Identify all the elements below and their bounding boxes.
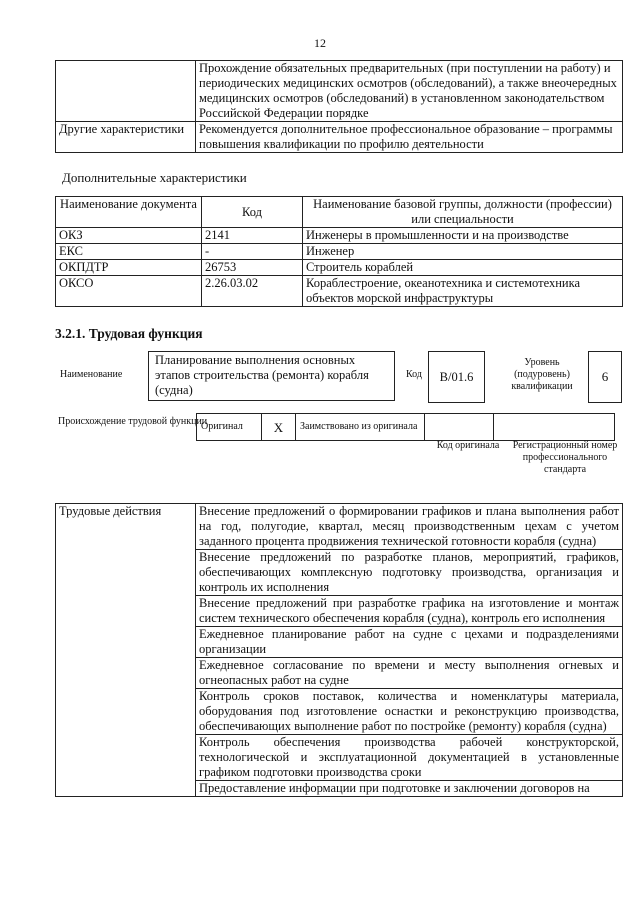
table-row bbox=[56, 276, 623, 307]
borrowed-label: Заимствовано из оригинала bbox=[296, 414, 425, 441]
labor-action-item: Контроль сроков поставок, количества и номенклатуры материала, оборудования под изготовление оснастки и реконструкцию производства, обеспечивающих выполнение работ по постройке (ремонту) корабля (судна) bbox=[196, 689, 623, 735]
header-code: Код bbox=[202, 197, 303, 228]
table-row bbox=[56, 61, 623, 122]
cell-group-name: Кораблестроение, океанотехника и системотехника объектов морской инфраструктуры bbox=[303, 276, 623, 307]
original-mark: X bbox=[262, 414, 296, 441]
row-value: Прохождение обязательных предварительных (при поступлении на работу) и периодических медицинских осмотров (обследований), а также внеочередных медицинских осмотров (обследований) в установленном законодательством Российской Федерации порядке bbox=[196, 61, 623, 122]
cell-group-name: Строитель кораблей bbox=[303, 260, 623, 276]
qualification-level-box: 6 bbox=[588, 351, 622, 403]
labor-action-item: Контроль обеспечения производства рабочей конструкторской, технологической и эксплуатационной документацией в установленные графиком подготовки производства сроки bbox=[196, 735, 623, 781]
function-code-box: B/01.6 bbox=[428, 351, 485, 403]
code-label: Код bbox=[406, 369, 422, 380]
qualification-level-label: Уровень (подуровень) квалификации bbox=[511, 357, 573, 392]
labor-actions-table bbox=[55, 503, 623, 797]
header-document: Наименование документа bbox=[56, 197, 202, 228]
cell-document: ЕКС bbox=[56, 244, 202, 260]
origin-label: Происхождение трудовой функции bbox=[58, 416, 208, 427]
page-number: 12 bbox=[314, 36, 326, 50]
table-row bbox=[197, 414, 615, 441]
registration-number-cell bbox=[494, 414, 615, 441]
row-label bbox=[56, 61, 196, 122]
header-group-name: Наименование базовой группы, должности (профессии) или специальности bbox=[303, 197, 623, 228]
additional-characteristics-title: Дополнительные характеристики bbox=[62, 170, 247, 185]
cell-code: 2141 bbox=[202, 228, 303, 244]
cell-document: ОКПДТР bbox=[56, 260, 202, 276]
additional-characteristics-table bbox=[55, 196, 623, 307]
cell-code: 2.26.03.02 bbox=[202, 276, 303, 307]
requirements-table bbox=[55, 60, 623, 153]
table-row bbox=[56, 260, 623, 276]
name-label: Наименование bbox=[60, 369, 123, 380]
labor-actions-label: Трудовые действия bbox=[56, 504, 196, 797]
table-row bbox=[56, 122, 623, 153]
cell-group-name: Инженер bbox=[303, 244, 623, 260]
original-code-caption: Код оригинала bbox=[436, 440, 500, 451]
labor-function-heading: 3.2.1. Трудовая функция bbox=[55, 326, 203, 341]
table-row bbox=[56, 244, 623, 260]
row-value: Рекомендуется дополнительное профессиональное образование – программы повышения квалификации по профилю деятельности bbox=[196, 122, 623, 153]
labor-action-item: Ежедневное планирование работ на судне с цехами и подразделениями организации bbox=[196, 627, 623, 658]
labor-action-item: Ежедневное согласование по времени и месту выполнения огневых и огнеопасных работ на судне bbox=[196, 658, 623, 689]
original-code-cell bbox=[425, 414, 494, 441]
cell-code: 26753 bbox=[202, 260, 303, 276]
labor-action-item: Внесение предложений по разработке планов, мероприятий, графиков, обеспечивающих комплексную подготовку производства, организация и контроль их исполнения bbox=[196, 550, 623, 596]
row-label: Другие характеристики bbox=[56, 122, 196, 153]
original-label: Оригинал bbox=[197, 414, 262, 441]
cell-document: ОКСО bbox=[56, 276, 202, 307]
labor-action-item: Предоставление информации при подготовке и заключении договоров на bbox=[196, 781, 623, 797]
cell-code: - bbox=[202, 244, 303, 260]
function-name-box: Планирование выполнения основных этапов строительства (ремонта) корабля (судна) bbox=[148, 351, 395, 401]
origin-table bbox=[196, 413, 615, 441]
cell-document: ОКЗ bbox=[56, 228, 202, 244]
table-row bbox=[56, 228, 623, 244]
table-header-row bbox=[56, 197, 623, 228]
cell-group-name: Инженеры в промышленности и на производстве bbox=[303, 228, 623, 244]
labor-action-item: Внесение предложений при разработке графика на изготовление и монтаж систем технического обеспечения корабля (судна), контроль его исполнения bbox=[196, 596, 623, 627]
table-row bbox=[56, 504, 623, 550]
labor-action-item: Внесение предложений о формировании графиков и плана выполнения работ на год, полугодие, квартал, месяц производственным цехам с учетом заданного процента продвижения технической готовности корабля (судна) bbox=[196, 504, 623, 550]
registration-number-caption: Регистрационный номер профессионального стандарта bbox=[512, 440, 618, 475]
